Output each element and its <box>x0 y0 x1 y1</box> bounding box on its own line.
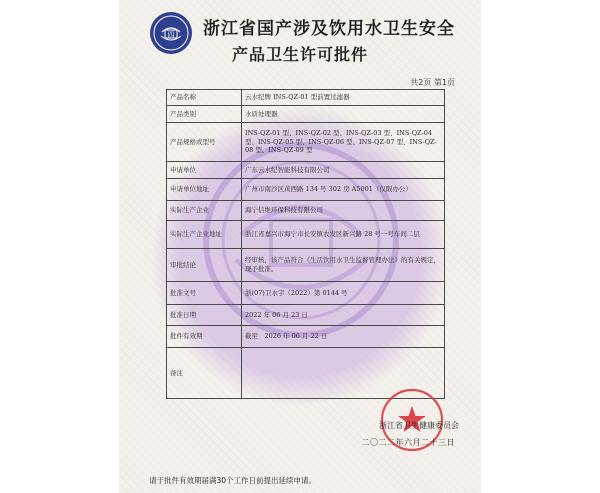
row-label: 产品规格或型号 <box>167 123 242 162</box>
row-label: 产品类别 <box>167 106 242 123</box>
row-label: 批准文号 <box>167 282 242 305</box>
page-count: 共2页 第1页 <box>410 78 455 87</box>
table-row <box>167 162 445 179</box>
issuing-authority: 浙江省卫生健康委员会 <box>379 421 459 430</box>
table-row <box>167 106 445 123</box>
emblem-glyph: 四 <box>167 31 175 39</box>
issue-date: 二〇二二年六月二十三日 <box>361 438 455 447</box>
table-row <box>167 305 445 326</box>
row-value: 水质处理器 <box>242 106 445 123</box>
row-value: 广州市南沙区黄西路 134 号 302 房 A5001（仅限办公） <box>242 179 445 201</box>
title-line-1: 浙江省国产涉及饮用水卫生安全 <box>203 19 455 39</box>
certificate-table <box>166 89 445 399</box>
row-value: 广东云水纪智能科技有限公司 <box>242 162 445 179</box>
row-value: 浙(07)卫水字（2022）第 0144 号 <box>242 282 445 305</box>
row-label: 申请单位 <box>167 162 242 179</box>
row-value: 经审核，该产品符合《生活饮用水卫生监督管理办法》的有关规定，现予批准。 <box>242 249 445 282</box>
table-row <box>167 123 445 162</box>
row-label: 实际生产企业 <box>167 201 242 221</box>
row-label: 申请单位地址 <box>167 179 242 201</box>
table-row <box>167 249 445 282</box>
row-value: 云水纪牌 INS-QZ-01 型前置过滤器 <box>242 90 445 106</box>
row-value: 截至 2026 年 06 月 22 日 <box>242 326 445 348</box>
table-row <box>167 282 445 305</box>
table-row <box>167 90 445 106</box>
table-row <box>167 326 445 348</box>
row-label: 备注 <box>167 348 242 399</box>
row-value: INS-QZ-01 型、INS-QZ-02 型、INS-QZ-03 型、INS-QZ-04 型、INS-QZ-05 型、INS-QZ-06 型、INS-QZ-07 型、INS-QZ-08 型、INS-QZ-09 型 <box>242 123 445 162</box>
table-row <box>167 201 445 221</box>
row-label: 实际生产企业地址 <box>167 221 242 249</box>
certificate-page <box>119 0 481 493</box>
row-value: 浙江省嘉兴市海宁市长安镇农发区新兴路 28 号一号车间二层 <box>242 221 445 249</box>
row-value: 2022 年 06 月 23 日 <box>242 305 445 326</box>
table-row <box>167 221 445 249</box>
row-label: 批准日期 <box>167 305 242 326</box>
row-value: 海宁信维环保科技有限公司 <box>242 201 445 221</box>
table-row <box>167 179 445 201</box>
row-label: 批件有效期 <box>167 326 242 348</box>
title-line-2: 产品卫生许可批件 <box>231 45 368 64</box>
row-label: 产品名称 <box>167 90 242 106</box>
footnote: 请于批件有效期届满30个工作日前提出延续申请。 <box>149 476 317 485</box>
row-label: 审批结论 <box>167 249 242 282</box>
